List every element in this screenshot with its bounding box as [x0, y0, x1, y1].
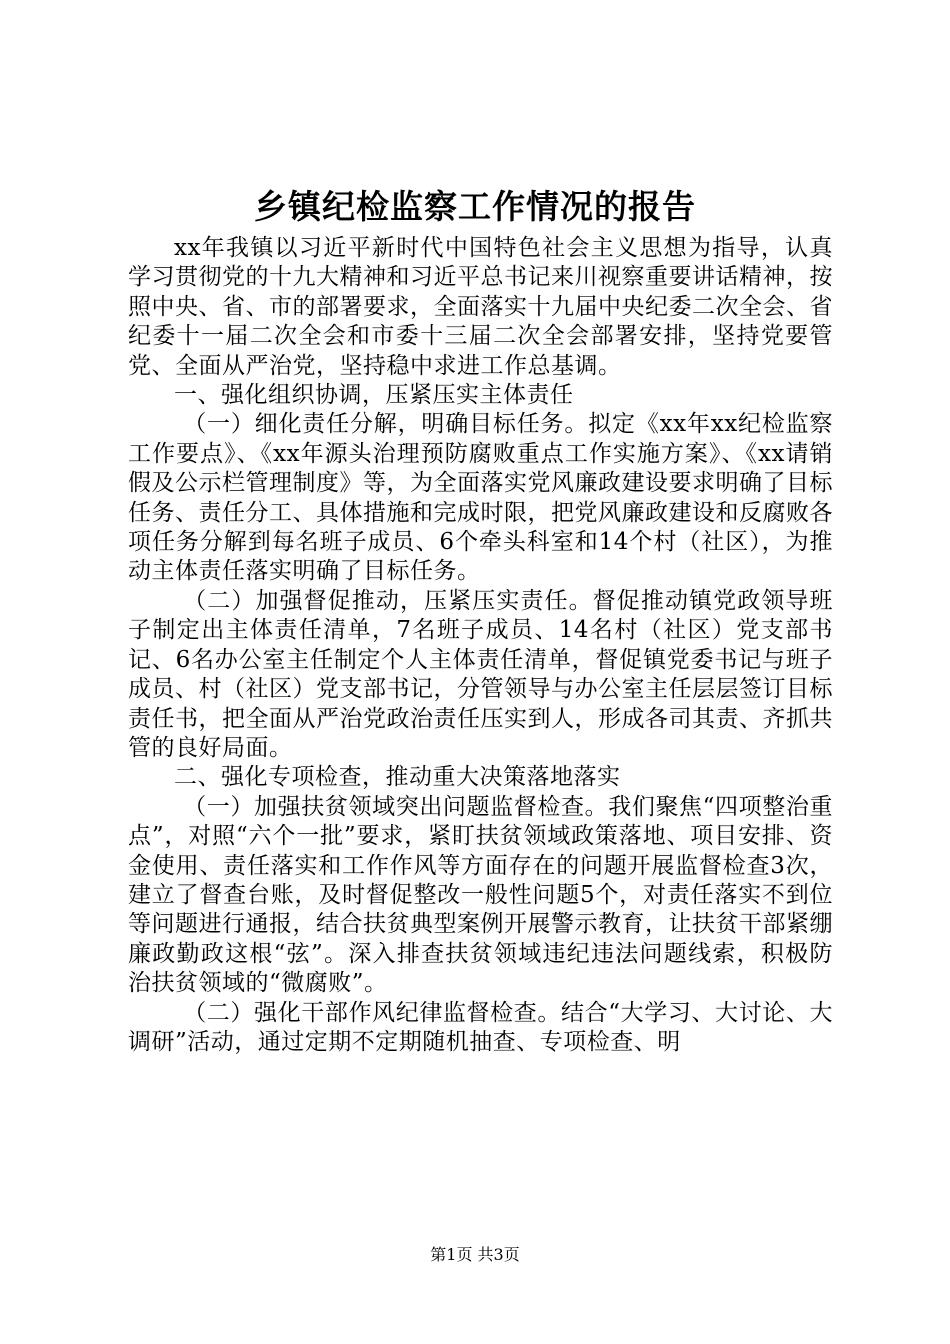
section-heading-1: 一、强化组织协调，压紧压实主体责任: [174, 382, 574, 409]
document-body: [128, 234, 833, 1057]
document-title: 乡镇纪检监察工作情况的报告: [254, 187, 696, 226]
intro-paragraph: xx年我镇以习近平新时代中国特色社会主义思想为指导，认真学习贯彻党的十九大精神和习近平总书记来川视察重要讲话精神，按照中央、省、市的部署要求，全面落实十九届中央纪委二次全会、省纪委十一届二次全会和市委十三届二次全会部署安排，坚持党要管党、全面从严治党，坚持稳中求进工作总基调。: [128, 235, 833, 379]
subsection-paragraph-1-2: （二）加强督促推动，压紧压实责任。督促推动镇党政领导班子制定出主体责任清单，7名班子成员、14名村（社区）党支部书记、6名办公室主任制定个人主体责任清单，督促镇党委书记与班子成员、村（社区）党支部书记，分管领导与办公室主任层层签订目标责任书，把全面从严治党政治责任压实到人，形成各司其责、齐抓共管的良好局面。: [128, 587, 833, 761]
page-footer: 第1页 共3页: [430, 1245, 520, 1264]
section-heading-2: 二、强化专项检查，推动重大决策落地落实: [174, 764, 621, 791]
subsection-paragraph-2-1: （一）加强扶贫领域突出问题监督检查。我们聚焦“四项整治重点”，对照“六个一批”要求，紧盯扶贫领域政策落地、项目安排、资金使用、责任落实和工作作风等方面存在的问题开展监督检查3次，建立了督查台账，及时督促整改一般性问题5个，对责任落实不到位等问题进行通报，结合扶贫典型案例开展警示教育，让扶贫干部紧绷廉政勤政这根“弦”。深入排查扶贫领域违纪违法问题线索，积极防治扶贫领域的“微腐败”。: [128, 793, 833, 997]
subsection-paragraph-1-1: （一）细化责任分解，明确目标任务。拟定《xx年xx纪检监察工作要点》、《xx年源头治理预防腐败重点工作实施方案》、《xx请销假及公示栏管理制度》等，为全面落实党风廉政建设要求明确了目标任务、责任分工、具体措施和完成时限，把党风廉政建设和反腐败各项任务分解到每名班子成员、6个牵头科室和14个村（社区），为推动主体责任落实明确了目标任务。: [128, 411, 833, 585]
subsection-paragraph-2-2: （二）强化干部作风纪律监督检查。结合“大学习、大讨论、大调研”活动，通过定期不定期随机抽查、专项检查、明: [128, 999, 833, 1055]
